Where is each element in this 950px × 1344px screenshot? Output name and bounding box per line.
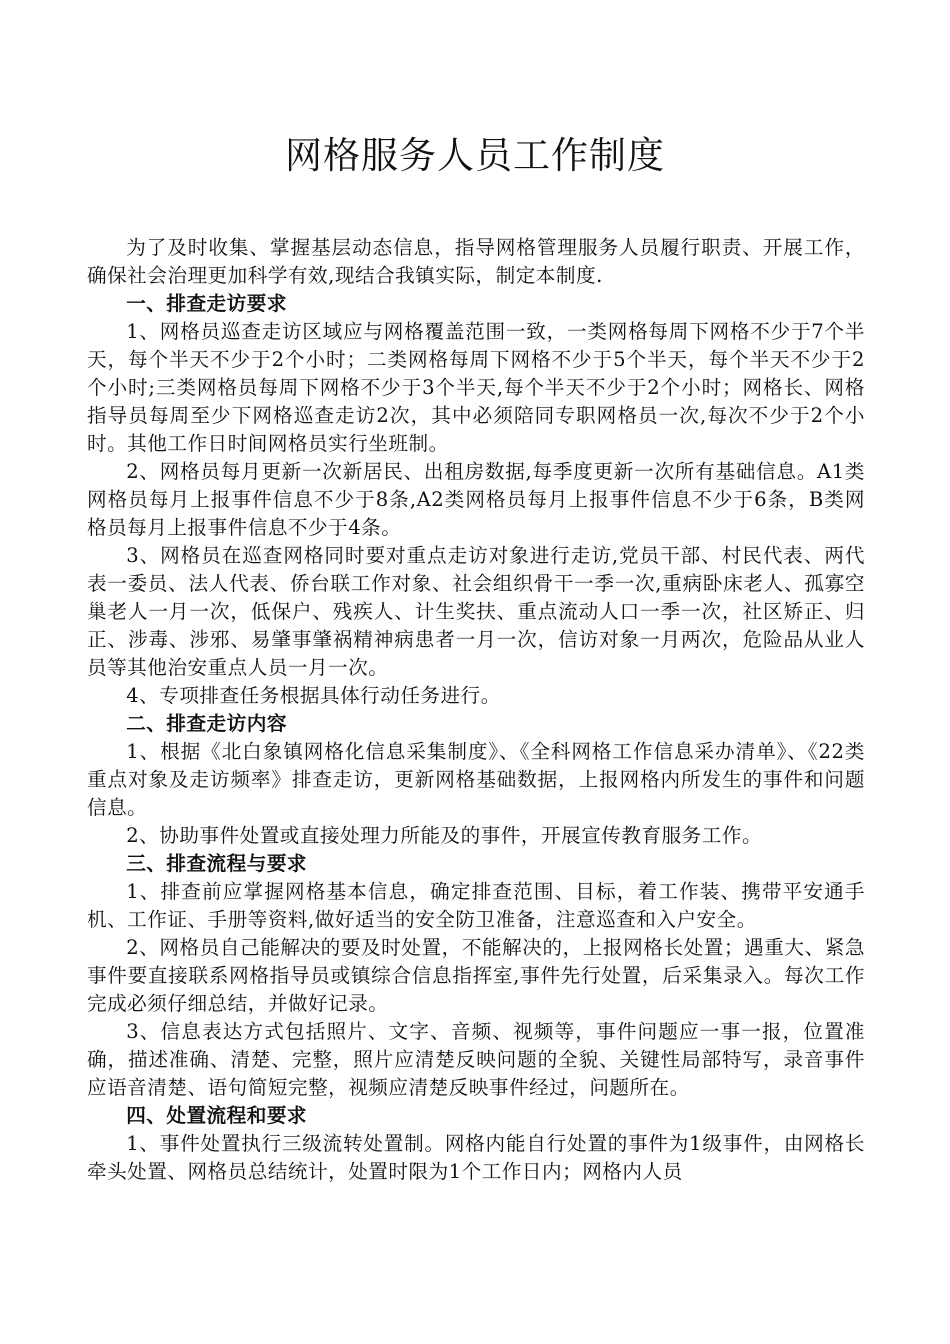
paragraph: 4、专项排查任务根据具体行动任务进行。 <box>126 684 501 707</box>
section-1 <box>87 290 865 710</box>
section-heading: 三、排查流程与要求 <box>126 852 308 875</box>
paragraph: 1、事件处置执行三级流转处置制。网格内能自行处置的事件为1级事件，由网格长牵头处置、网格员总结统计，处置时限为1个工作日内；网格内人员 <box>87 1132 865 1183</box>
paragraph: 2、网格员每月更新一次新居民、出租房数据,每季度更新一次所有基础信息。A1类网格员每月上报事件信息不少于8条,A2类网格员每月上报事件信息不少于6条，B类网格员每月上报事件信息不少于4条。 <box>87 460 865 539</box>
paragraph: 3、信息表达方式包括照片、文字、音频、视频等，事件问题应一事一报，位置准确，描述准确、清楚、完整，照片应清楚反映问题的全貌、关键性局部特写，录音事件应语音清楚、语句简短完整，视频应清楚反映事件经过，问题所在。 <box>87 1020 865 1099</box>
section-heading: 四、处置流程和要求 <box>126 1104 308 1127</box>
section-3 <box>87 850 865 1102</box>
document-title: 网格服务人员工作制度 <box>285 134 665 177</box>
paragraph: 1、网格员巡查走访区域应与网格覆盖范围一致，一类网格每周下网格不少于7个半天，每个半天不少于2个小时；二类网格每周下网格不少于5个半天，每个半天不少于2个小时;三类网格员每周下网格不少于3个半天,每个半天不少于2个小时；网格长、网格指导员每周至少下网格巡查走访2次，其中必须陪同专职网格员一次,每次不少于2个小时。其他工作日时间网格员实行坐班制。 <box>87 320 865 455</box>
section-4 <box>87 1102 865 1186</box>
section-2 <box>87 710 865 850</box>
document-body <box>87 234 865 1186</box>
paragraph: 2、网格员自己能解决的要及时处置，不能解决的，上报网格长处置；遇重大、紧急事件要直接联系网格指导员或镇综合信息指挥室,事件先行处置，后采集录入。每次工作完成必须仔细总结，并做好记录。 <box>87 936 865 1015</box>
paragraph: 3、网格员在巡查网格同时要对重点走访对象进行走访,党员干部、村民代表、两代表一委员、法人代表、侨台联工作对象、社会组织骨干一季一次,重病卧床老人、孤寡空巢老人一月一次，低保户、残疾人、计生奖扶、重点流动人口一季一次，社区矫正、归正、涉毒、涉邪、易肇事肇祸精神病患者一月一次，信访对象一月两次，危险品从业人员等其他治安重点人员一月一次。 <box>87 544 865 679</box>
intro-paragraph: 为了及时收集、掌握基层动态信息，指导网格管理服务人员履行职责、开展工作，确保社会治理更加科学有效,现结合我镇实际，制定本制度. <box>87 236 865 287</box>
paragraph: 1、根据《北白象镇网格化信息采集制度》、《全科网格工作信息采办清单》、《22类重点对象及走访频率》排查走访，更新网格基础数据，上报网格内所发生的事件和问题信息。 <box>87 740 865 819</box>
paragraph: 2、协助事件处置或直接处理力所能及的事件，开展宣传教育服务工作。 <box>126 824 763 847</box>
section-heading: 一、排查走访要求 <box>126 292 287 315</box>
section-heading: 二、排查走访内容 <box>126 712 287 735</box>
paragraph: 1、排查前应掌握网格基本信息，确定排查范围、目标，着工作装、携带平安通手机、工作证、手册等资料,做好适当的安全防卫准备，注意巡查和入户安全。 <box>87 880 865 931</box>
